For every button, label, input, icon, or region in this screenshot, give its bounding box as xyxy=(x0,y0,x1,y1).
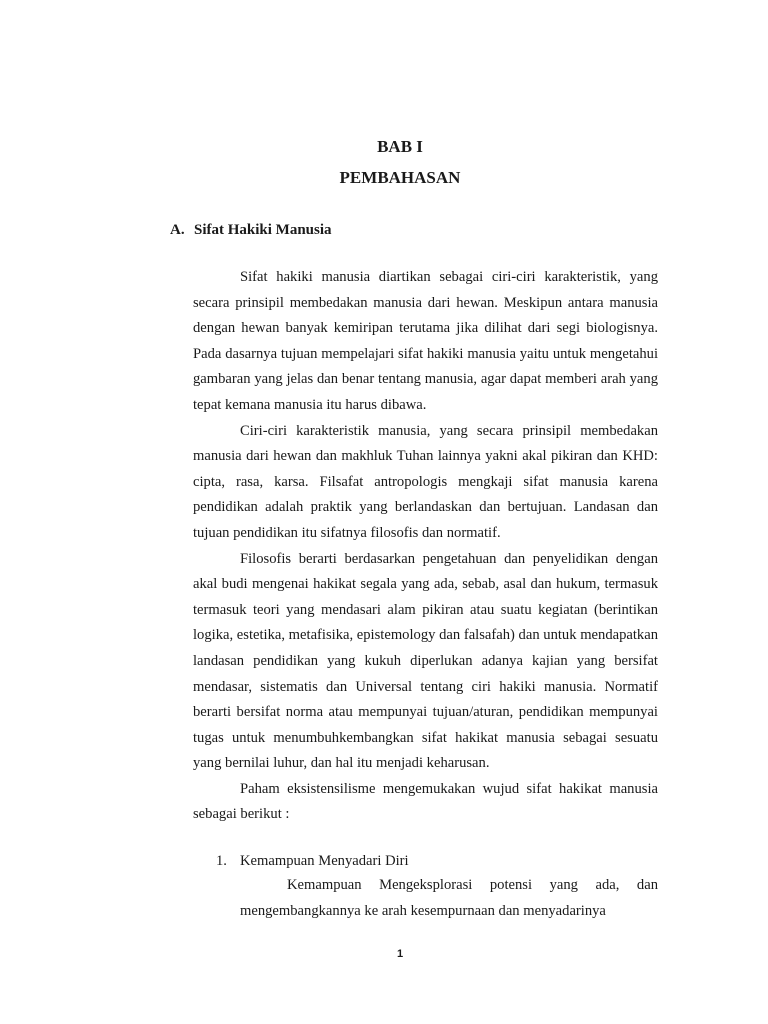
section-heading xyxy=(170,222,332,239)
body-text xyxy=(193,265,658,828)
list-item-title xyxy=(216,849,409,875)
section-marker: A. xyxy=(170,222,185,238)
paragraph: Filosofis berarti berdasarkan pengetahuan dan penyelidikan dengan akal budi mengenai hakikat segala yang ada, sebab, asal dan hukum, termasuk termasuk teori yang mendasari alam pikiran atau suatu kegiatan (berintikan logika, estetika, metafisika, epistemology dan falsafah) dan untuk mendapatkan landasan pendidikan yang kukuh diperlukan adanya kajian yang bersifat mendasar, sistematis dan Universal tentang ciri hakiki manusia. Normatif berarti bersifat norma atau mempunyai tujuan/aturan, pendidikan mempunyai tugas untuk menumbuhkembangkan sifat hakikat manusia sebagai sesuatu yang bernilai luhur, dan hal itu menjadi keharusan. xyxy=(193,550,658,772)
paragraph: Sifat hakiki manusia diartikan sebagai ciri-ciri karakteristik, yang secara prinsipil membedakan manusia dari hewan. Meskipun antara manusia dengan hewan banyak kemiripan terutama jika dilihat dari segi biologisnya. Pada dasarnya tujuan mempelajari sifat hakiki manusia yaitu untuk mengetahui gambaran yang jelas dan benar tentang manusia, agar dapat memberi arah yang tepat kemana manusia itu harus dibawa. xyxy=(193,269,658,413)
chapter-title: BAB I xyxy=(377,137,423,156)
list-item-title-text: Kemampuan Menyadari Diri xyxy=(240,853,409,869)
paragraph: Paham eksistensilisme mengemukakan wujud sifat hakikat manusia sebagai berikut : xyxy=(193,780,658,823)
chapter-subtitle: PEMBAHASAN xyxy=(339,168,461,187)
list-item-body xyxy=(240,873,658,924)
paragraph: Ciri-ciri karakteristik manusia, yang secara prinsipil membedakan manusia dari hewan dan makhluk Tuhan lainnya yakni akal pikiran dan KHD: cipta, rasa, karsa. Filsafat antropologis mengkaji sifat manusia karena pendidikan adalah praktik yang berlandaskan dan bertujuan. Landasan dan tujuan pendidikan itu sifatnya filosofis dan normatif. xyxy=(193,422,658,541)
list-item-paragraph: Kemampuan Mengeksplorasi potensi yang ada, dan mengembangkannya ke arah kesempurnaan dan menyadarinya xyxy=(240,877,658,919)
list-item-number: 1. xyxy=(216,853,227,869)
page-number: 1 xyxy=(396,948,404,960)
section-heading-text: Sifat Hakiki Manusia xyxy=(194,222,332,238)
